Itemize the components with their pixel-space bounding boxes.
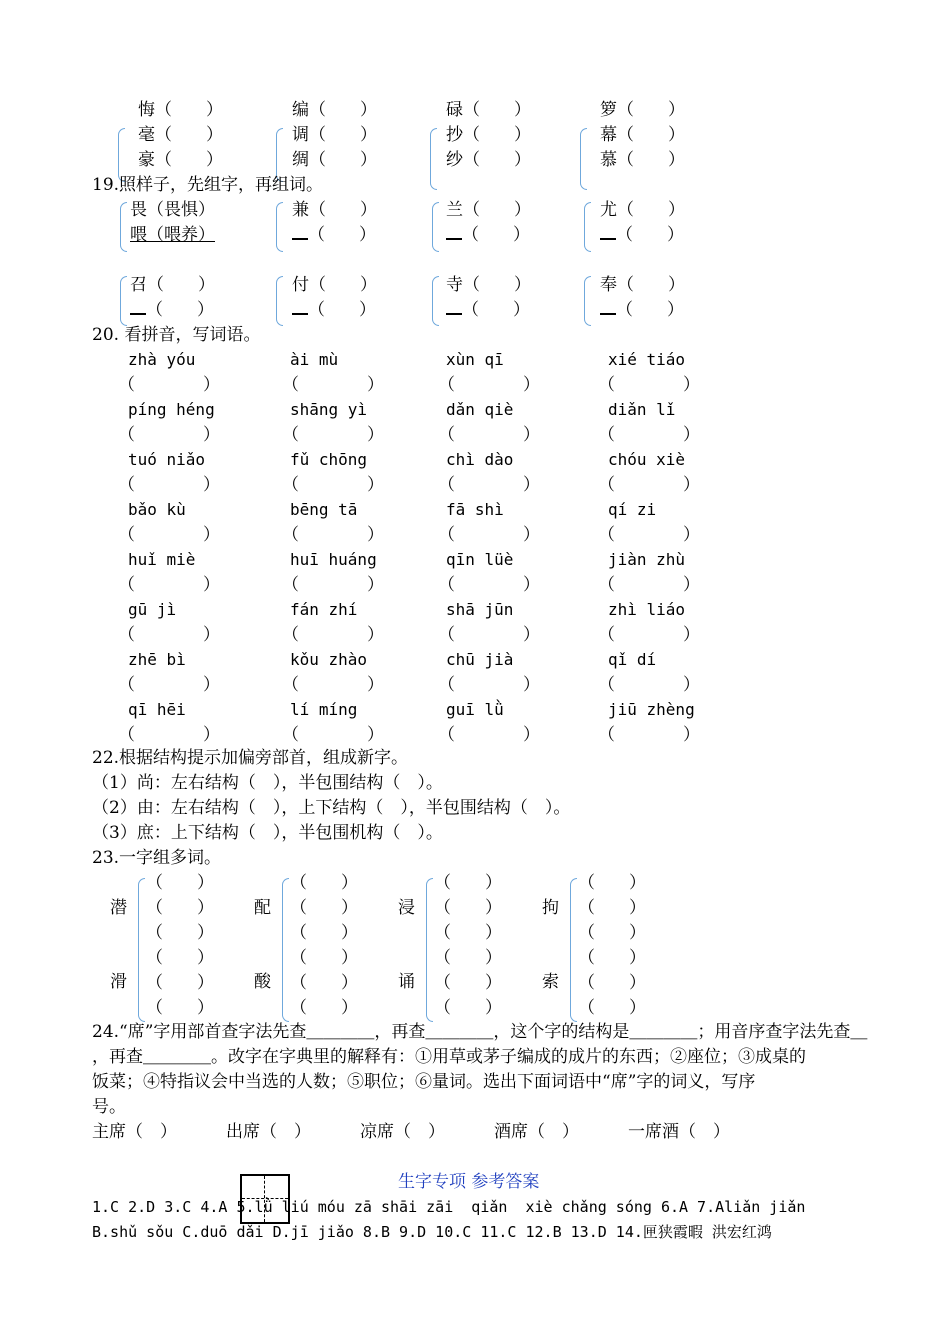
q23-char: 酸: [254, 972, 271, 992]
q18-item: 悔（ ）: [138, 100, 223, 120]
pinyin-label: chóu xiè: [608, 450, 686, 469]
brace: [584, 276, 591, 326]
answer-blank[interactable]: （ ）: [578, 973, 646, 993]
answer-blank[interactable]: （ ）: [282, 725, 384, 745]
q24-item: 主席（ ）: [92, 1122, 177, 1142]
pinyin-label: fā shì: [446, 500, 504, 519]
q24-item: 凉席（ ）: [360, 1122, 445, 1142]
answer-blank[interactable]: （ ）: [290, 998, 358, 1018]
answer-blank[interactable]: （ ）: [290, 973, 358, 993]
q18-item: 编（ ）: [292, 100, 377, 120]
q19-item: 兼（ ）: [292, 200, 377, 220]
answer-blank[interactable]: （ ）: [290, 923, 358, 943]
pinyin-label: bēng tā: [290, 500, 358, 519]
answer-blank[interactable]: （ ）: [118, 575, 220, 595]
answer-blank[interactable]: （ ）: [598, 625, 700, 645]
q19-item: 召（ ）: [130, 275, 215, 295]
q18-item: 慕（ ）: [600, 150, 685, 170]
pinyin-label: ài mù: [290, 350, 339, 369]
q22-line: （1）尚：左右结构（ ），半包围结构（ ）。: [92, 773, 443, 793]
q20-title: 20. 看拼音，写词语。: [92, 325, 261, 345]
pinyin-label: qǐ dí: [608, 650, 657, 669]
pinyin-label: zhē bì: [128, 650, 186, 669]
answer-blank[interactable]: （ ）: [578, 898, 646, 918]
brace: [584, 202, 591, 252]
brace: [430, 128, 437, 190]
q23-char: 潜: [110, 898, 127, 918]
answer-blank[interactable]: （ ）: [434, 873, 502, 893]
q24-item: 一席酒（ ）: [628, 1122, 730, 1142]
q19-blank-row[interactable]: （ ）: [600, 225, 684, 245]
pinyin-label: gū jì: [128, 600, 177, 619]
answer-blank[interactable]: （ ）: [146, 873, 214, 893]
q18-item: 毫（ ）: [138, 125, 223, 145]
q22-title: 22.根据结构提示加偏旁部首，组成新字。: [92, 748, 409, 768]
answer-blank[interactable]: （ ）: [438, 575, 540, 595]
q23-char: 配: [254, 898, 271, 918]
q24-item: 酒席（ ）: [494, 1122, 579, 1142]
q19-blank-row[interactable]: （ ）: [446, 225, 530, 245]
pinyin-label: jiàn zhù: [608, 550, 686, 569]
answer-title: 生字专项 参考答案: [398, 1172, 540, 1192]
answer-blank[interactable]: （ ）: [578, 998, 646, 1018]
pinyin-label: zhà yóu: [128, 350, 196, 369]
q23-char: 拘: [542, 898, 559, 918]
brace: [120, 276, 127, 326]
q18-item: 纱（ ）: [446, 150, 531, 170]
brace: [282, 878, 289, 1022]
q19-item: 付（ ）: [292, 275, 377, 295]
brace: [432, 202, 439, 252]
q24-line: 号。: [92, 1097, 126, 1117]
pinyin-label: qīn lüè: [446, 550, 514, 569]
q23-char: 索: [542, 972, 559, 992]
answer-blank[interactable]: （ ）: [434, 973, 502, 993]
answer-blank[interactable]: （ ）: [290, 873, 358, 893]
answer-blank[interactable]: （ ）: [118, 375, 220, 395]
answer-blank[interactable]: （ ）: [282, 525, 384, 545]
answer-blank[interactable]: （ ）: [290, 898, 358, 918]
answer-blank[interactable]: （ ）: [118, 525, 220, 545]
q19-item: 兰（ ）: [446, 200, 531, 220]
pinyin-label: qī hēi: [128, 700, 186, 719]
pinyin-label: bǎo kù: [128, 500, 186, 519]
brace: [138, 878, 145, 1022]
q19-blank-row[interactable]: （ ）: [600, 300, 684, 320]
answer-blank[interactable]: （ ）: [578, 873, 646, 893]
answer-blank[interactable]: （ ）: [598, 725, 700, 745]
q18-item: 绸（ ）: [292, 150, 377, 170]
answer-blank[interactable]: （ ）: [282, 425, 384, 445]
answer-blank[interactable]: （ ）: [146, 923, 214, 943]
answer-blank[interactable]: （ ）: [118, 425, 220, 445]
answer-line: B.shǔ sǒu C.duō dǎi D.jī jiǎo 8.B 9.D 10.C 11.C 12.B 13.D 14.匣狭霞暇 洪宏红鸿: [92, 1223, 772, 1241]
brace: [432, 276, 439, 326]
answer-line: 1.C 2.D 3.C 4.A 5.lǜ liú móu zā shāi zāi qiǎn xiè chǎng sóng 6.A 7.Aliǎn jiǎn: [92, 1198, 806, 1216]
answer-blank[interactable]: （ ）: [118, 475, 220, 495]
q24-line: 饭菜；④特指议会中当选的人数；⑤职位；⑥量词。选出下面词语中“席”字的词义，写序: [92, 1072, 756, 1092]
answer-blank[interactable]: （ ）: [282, 375, 384, 395]
answer-blank[interactable]: （ ）: [438, 375, 540, 395]
pinyin-label: shā jūn: [446, 600, 514, 619]
pinyin-label: dǎn qiè: [446, 400, 514, 419]
answer-blank[interactable]: （ ）: [282, 575, 384, 595]
answer-blank[interactable]: （ ）: [598, 675, 700, 695]
q18-item: 箩（ ）: [600, 100, 685, 120]
brace: [276, 128, 283, 182]
answer-blank[interactable]: （ ）: [438, 425, 540, 445]
answer-blank[interactable]: （ ）: [146, 948, 214, 968]
answer-blank[interactable]: （ ）: [290, 948, 358, 968]
brace: [426, 878, 433, 1022]
pinyin-label: chì dào: [446, 450, 514, 469]
pinyin-label: tuó niǎo: [128, 450, 206, 469]
brace: [580, 128, 587, 190]
q18-item: 调（ ）: [292, 125, 377, 145]
pinyin-label: guī lǜ: [446, 700, 504, 719]
q19-example: 喂（喂养）: [130, 225, 215, 245]
answer-blank[interactable]: （ ）: [598, 575, 700, 595]
pinyin-label: kǒu zhào: [290, 650, 368, 669]
q23-char: 浸: [398, 898, 415, 918]
q23-title: 23.一字组多词。: [92, 848, 222, 868]
answer-blank[interactable]: （ ）: [438, 475, 540, 495]
pinyin-label: xùn qī: [446, 350, 504, 369]
brace: [276, 276, 283, 326]
brace: [570, 878, 577, 1022]
answer-blank[interactable]: （ ）: [438, 525, 540, 545]
q19-title: 19.照样子，先组字，再组词。: [92, 175, 324, 195]
pinyin-label: xié tiáo: [608, 350, 686, 369]
answer-blank[interactable]: （ ）: [438, 675, 540, 695]
q18-item: 幕（ ）: [600, 125, 685, 145]
answer-blank[interactable]: （ ）: [146, 998, 214, 1018]
pinyin-label: zhì liáo: [608, 600, 686, 619]
q19-item: 尤（ ）: [600, 200, 685, 220]
pinyin-label: shāng yì: [290, 400, 368, 419]
brace: [120, 202, 127, 252]
answer-blank[interactable]: （ ）: [118, 625, 220, 645]
answer-blank[interactable]: （ ）: [598, 375, 700, 395]
answer-blank[interactable]: （ ）: [578, 948, 646, 968]
answer-blank[interactable]: （ ）: [146, 973, 214, 993]
q22-line: （3）庶：上下结构（ ），半包围机构（ ）。: [92, 823, 443, 843]
q23-char: 诵: [398, 972, 415, 992]
answer-blank[interactable]: （ ）: [118, 675, 220, 695]
answer-blank[interactable]: （ ）: [282, 475, 384, 495]
pinyin-label: fán zhí: [290, 600, 358, 619]
q18-item: 抄（ ）: [446, 125, 531, 145]
answer-blank[interactable]: （ ）: [434, 998, 502, 1018]
answer-blank[interactable]: （ ）: [282, 625, 384, 645]
answer-blank[interactable]: （ ）: [438, 625, 540, 645]
answer-blank[interactable]: （ ）: [598, 525, 700, 545]
q24-item: 出席（ ）: [226, 1122, 311, 1142]
pinyin-label: fǔ chōng: [290, 450, 368, 469]
q19-item: 寺（ ）: [446, 275, 531, 295]
q19-example: 畏（畏惧）: [130, 200, 215, 220]
answer-blank[interactable]: （ ）: [146, 898, 214, 918]
answer-blank[interactable]: （ ）: [434, 948, 502, 968]
answer-blank[interactable]: （ ）: [282, 675, 384, 695]
answer-blank[interactable]: （ ）: [438, 725, 540, 745]
answer-blank[interactable]: （ ）: [434, 898, 502, 918]
pinyin-label: diǎn lǐ: [608, 400, 676, 419]
answer-blank[interactable]: （ ）: [598, 475, 700, 495]
pinyin-label: huī huáng: [290, 550, 377, 569]
pinyin-label: lí míng: [290, 700, 358, 719]
pinyin-label: jiū zhèng: [608, 700, 695, 719]
q19-blank-row[interactable]: （ ）: [292, 225, 376, 245]
answer-blank[interactable]: （ ）: [578, 923, 646, 943]
answer-blank[interactable]: （ ）: [434, 923, 502, 943]
q18-item: 豪（ ）: [138, 150, 223, 170]
pinyin-label: chū jià: [446, 650, 514, 669]
pinyin-label: huǐ miè: [128, 550, 196, 569]
q24-line: ，再查＿＿＿＿。改字在字典里的解释有：①用草或茅子编成的成片的东西；②座位；③成桌的: [92, 1047, 806, 1067]
brace: [118, 128, 125, 182]
pinyin-label: píng héng: [128, 400, 215, 419]
pinyin-label: qí zi: [608, 500, 657, 519]
answer-blank[interactable]: （ ）: [598, 425, 700, 445]
q22-line: （2）由：左右结构（ ），上下结构（ ），半包围结构（ ）。: [92, 798, 571, 818]
answer-blank[interactable]: （ ）: [118, 725, 220, 745]
q23-char: 滑: [110, 972, 127, 992]
q19-item: 奉（ ）: [600, 275, 685, 295]
q18-item: 碌（ ）: [446, 100, 531, 120]
q19-blank-row[interactable]: （ ）: [292, 300, 376, 320]
q24-line: 24.“席”字用部首查字法先查＿＿＿＿，再查＿＿＿＿，这个字的结构是＿＿＿＿；用音序查字法先查＿: [92, 1022, 868, 1042]
q19-blank-row[interactable]: （ ）: [130, 300, 214, 320]
q19-blank-row[interactable]: （ ）: [446, 300, 530, 320]
brace: [276, 202, 283, 252]
